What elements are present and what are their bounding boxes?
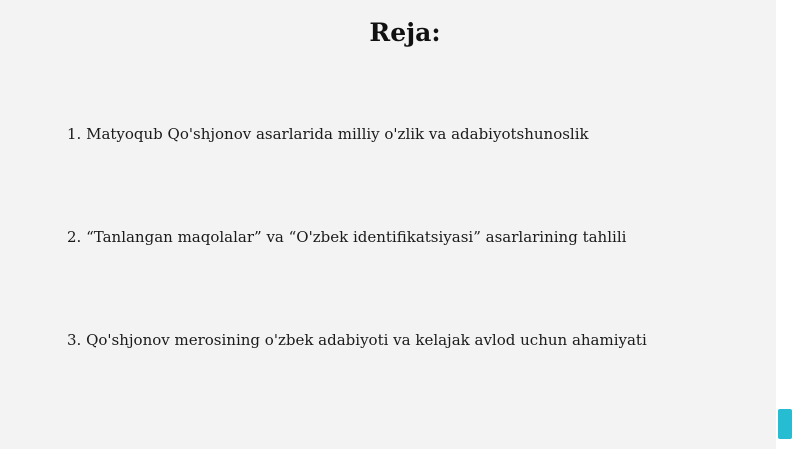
scrollbar-track[interactable] bbox=[776, 0, 800, 449]
plan-item-1: 1. Matyoqub Qo'shjonov asarlarida milliy o'zlik va adabiyotshunoslik bbox=[67, 125, 589, 143]
scrollbar-thumb[interactable] bbox=[778, 409, 792, 439]
slide-title: Reja: bbox=[369, 18, 441, 47]
plan-item-2: 2. “Tanlangan maqolalar” va “O'zbek identifikatsiyasi” asarlarining tahlili bbox=[67, 228, 627, 246]
plan-item-3: 3. Qo'shjonov merosining o'zbek adabiyoti va kelajak avlod uchun ahamiyati bbox=[67, 331, 647, 349]
